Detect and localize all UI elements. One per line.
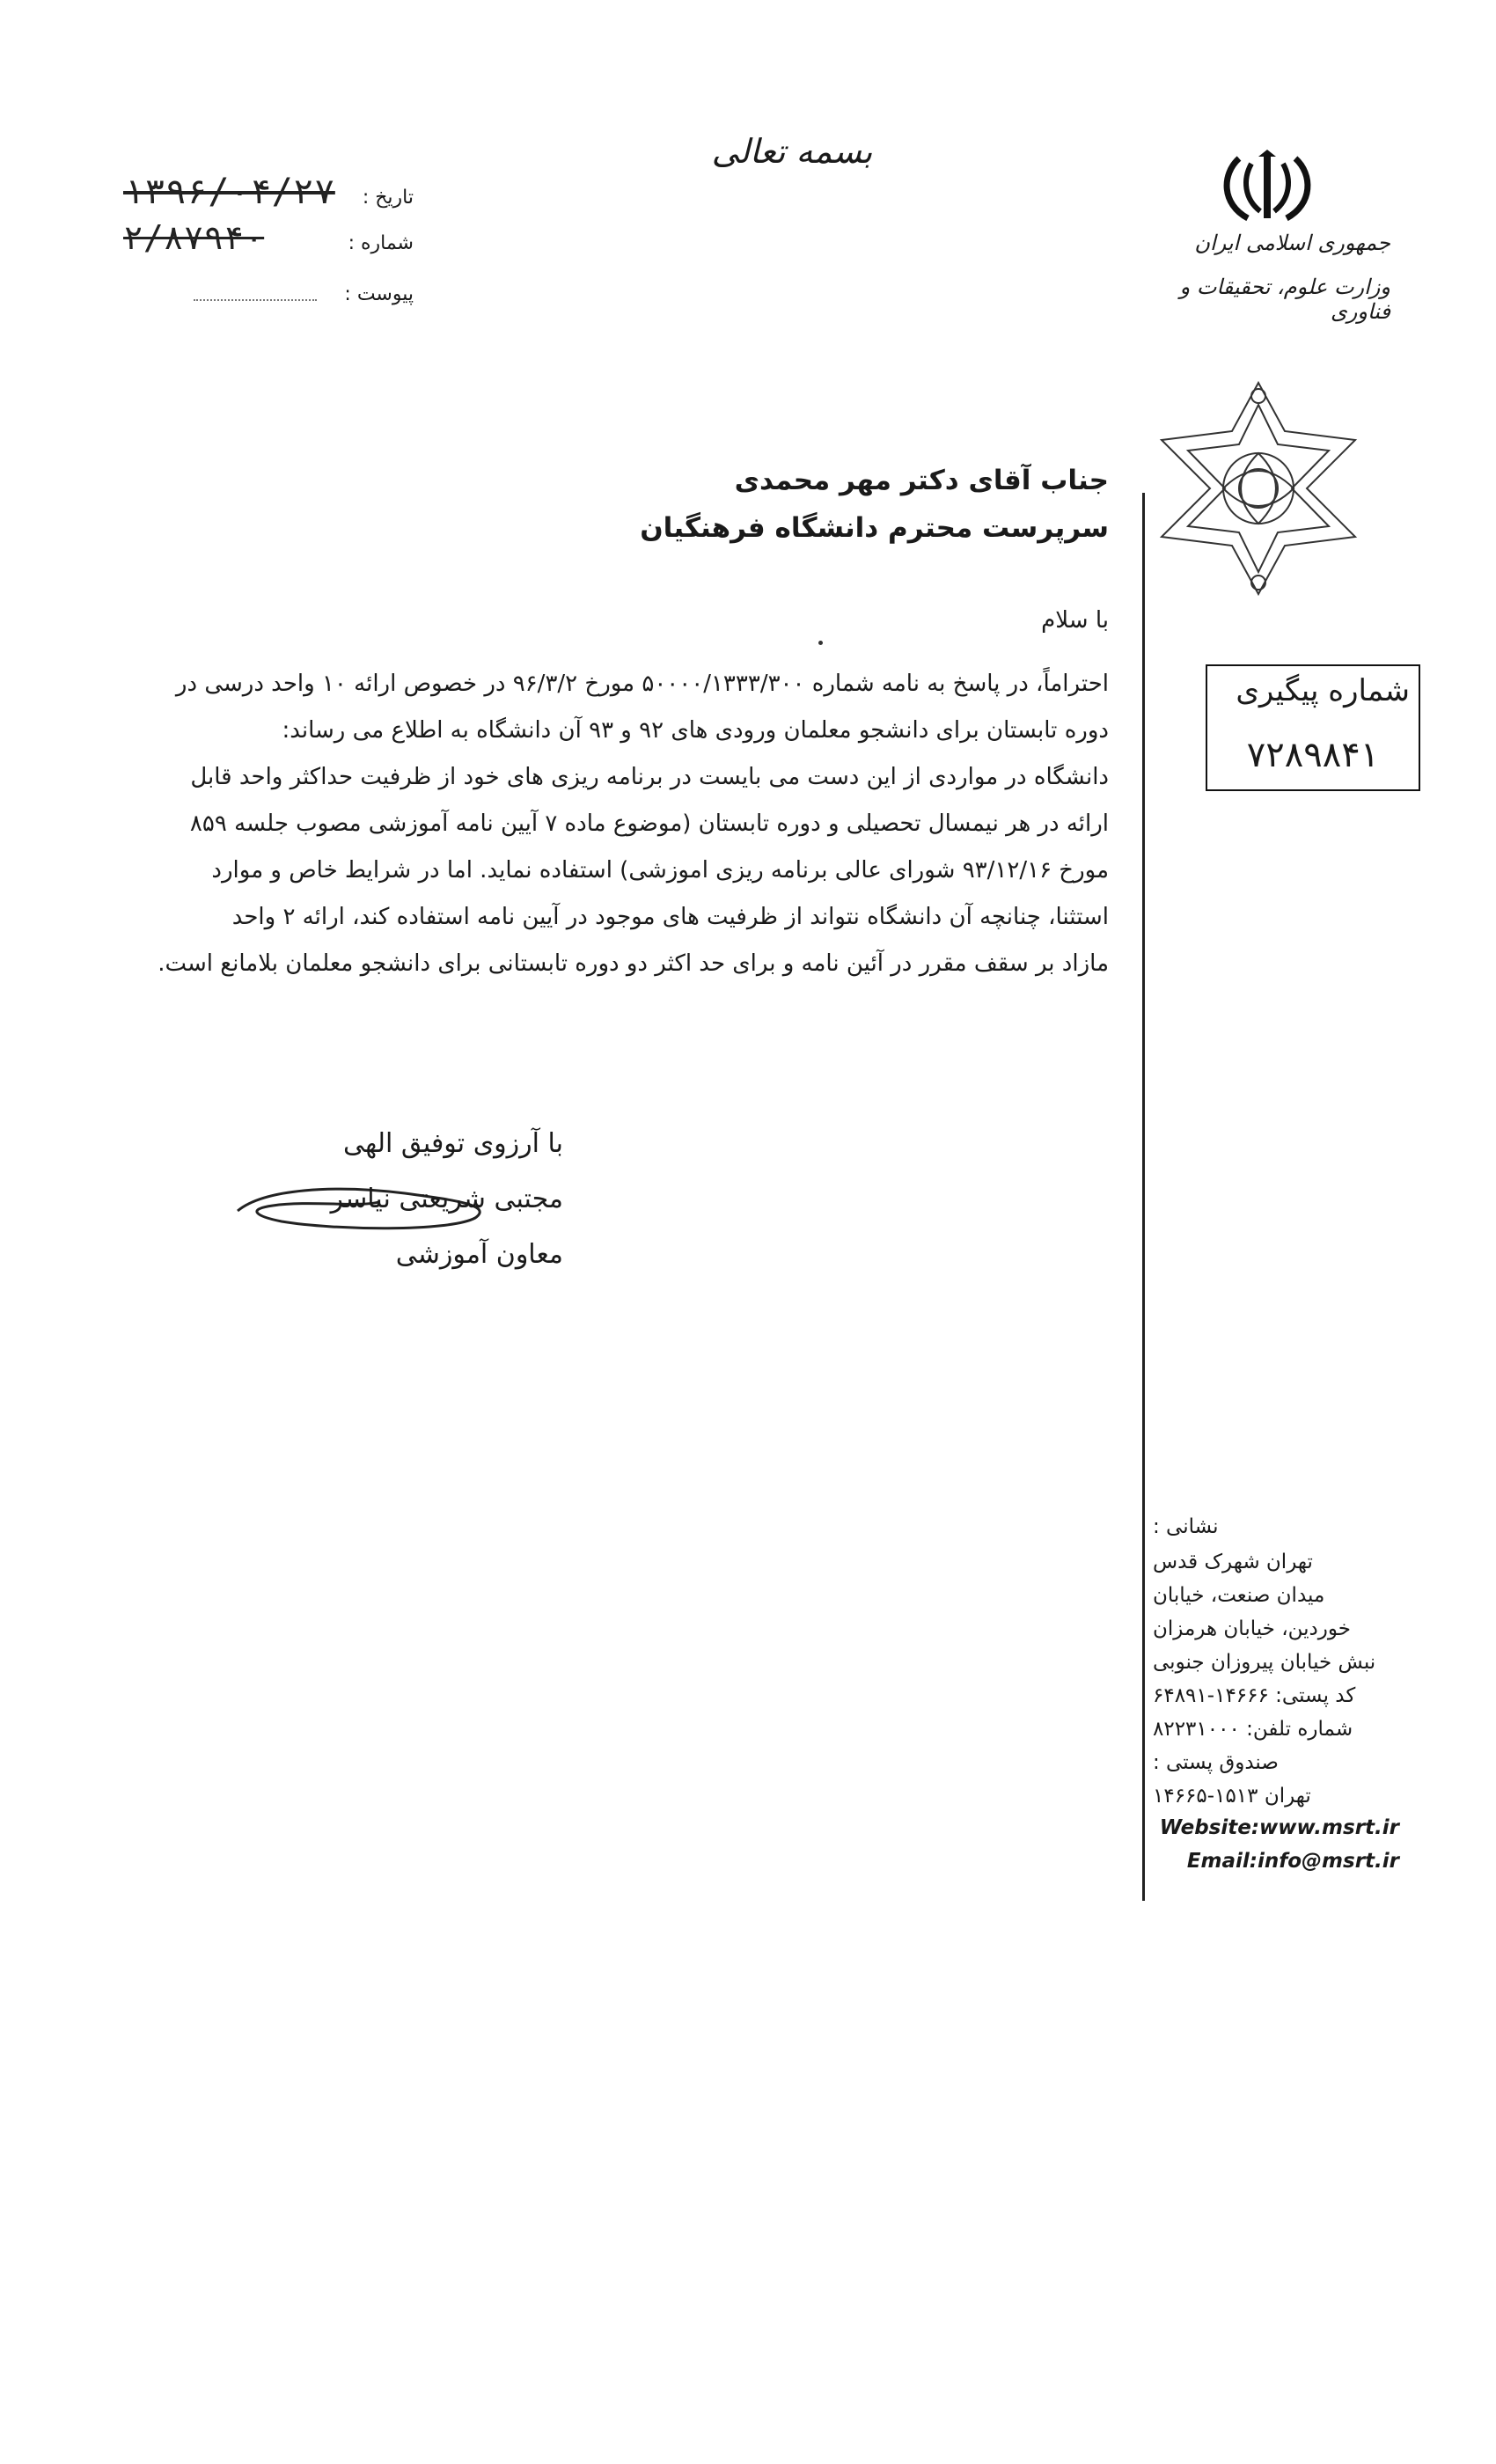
body-line: احتراماً، در پاسخ به نامه شماره ۵۰۰۰۰/۱۳۳۳/۳۰۰ مورخ ۹۶/۳/۲ در خصوص ارائه ۱۰ واحد درسی در <box>175 671 1109 697</box>
letter-number-label: شماره : <box>348 232 414 254</box>
address-line: نبش خیابان پیروزان جنوبی <box>1153 1651 1376 1674</box>
stray-dot-mark <box>818 641 823 645</box>
iran-emblem-icon <box>1206 150 1329 229</box>
closing-wish: با آرزوی توفیق الهی <box>343 1128 563 1159</box>
recipient-title: سرپرست محترم دانشگاه فرهنگیان <box>640 512 1109 544</box>
tracking-number-box <box>1206 664 1420 791</box>
government-name: جمهوری اسلامی ایران <box>1194 231 1390 255</box>
signatory-title: معاون آموزشی <box>395 1239 563 1270</box>
address-label: نشانی : <box>1153 1515 1219 1538</box>
tracking-number-value: ۷۲۸۹۸۴۱ <box>1246 735 1380 775</box>
address-line: تهران شهرک قدس <box>1153 1551 1313 1573</box>
recipient-name: جناب آقای دکتر مهر محمدی <box>734 465 1109 496</box>
address-line: خوردین، خیابان هرمزان <box>1153 1617 1351 1640</box>
greeting: با سلام <box>1041 607 1109 634</box>
date-value: ۱۳۹۶/۰۴/۲۷ <box>123 172 335 212</box>
attachment-label: پیوست : <box>344 283 414 305</box>
address-line: میدان صنعت، خیابان <box>1153 1584 1325 1607</box>
decorative-ornament-icon <box>1153 378 1364 598</box>
phone-number: شماره تلفن: ۸۲۲۳۱۰۰۰ <box>1153 1718 1353 1741</box>
po-box-label: صندوق پستی : <box>1153 1751 1279 1774</box>
attachment-dotted-line <box>194 290 317 301</box>
website-link[interactable]: Website:www.msrt.ir <box>1159 1816 1399 1839</box>
body-line: دوره تابستان برای دانشجو معلمان ورودی های ۹۲ و ۹۳ آن دانشگاه به اطلاع می رساند: <box>282 717 1109 744</box>
postal-code: کد پستی: ۱۴۶۶۶-۶۴۸۹۱ <box>1153 1684 1356 1707</box>
ministry-name: وزارت علوم، تحقیقات و فناوری <box>1179 275 1390 324</box>
body-line: استثنا، چنانچه آن دانشگاه نتواند از ظرفیت های موجود در آیین نامه استفاده کند، ارائه ۲ واحد <box>231 904 1109 930</box>
email-link[interactable]: Email:info@msrt.ir <box>1186 1850 1399 1873</box>
body-line: مورخ ۹۳/۱۲/۱۶ شورای عالی برنامه ریزی اموزشی) استفاده نماید. اما در شرایط خاص و موارد <box>211 857 1109 884</box>
margin-vertical-rule <box>1142 493 1145 1901</box>
signatory-name: مجتبی شریعتی نیاسر <box>330 1184 563 1214</box>
date-label: تاریخ : <box>362 187 414 209</box>
letter-number-value: ۲/۸۷۹۴۰ <box>123 218 265 257</box>
body-line: دانشگاه در مواردی از این دست می بایست در برنامه ریزی های خود از ظرفیت حداکثر واحد قابل <box>190 764 1109 790</box>
tracking-number-label: شماره پیگیری <box>1236 673 1410 708</box>
bismillah-heading: بسمه تعالی <box>711 132 873 171</box>
body-line: ارائه در هر نیمسال تحصیلی و دوره تابستان (موضوع ماده ۷ آیین نامه آموزشی مصوب جلسه ۸۵۹ <box>189 810 1109 837</box>
po-box: تهران ۱۵۱۳-۱۴۶۶۵ <box>1153 1785 1311 1808</box>
body-line: مازاد بر سقف مقرر در آئین نامه و برای حد اکثر دو دوره تابستانی برای دانشجو معلمان بلامانع است. <box>158 950 1109 977</box>
